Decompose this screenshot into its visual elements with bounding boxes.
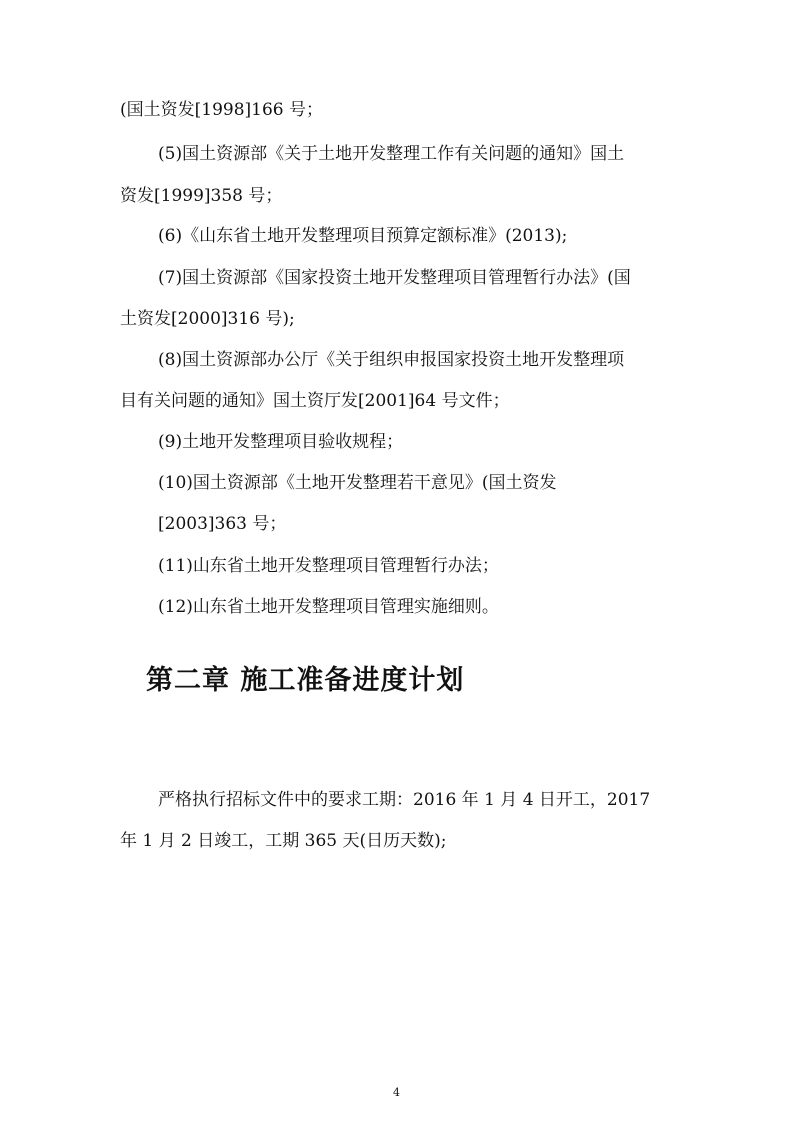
reference-line: (8)国土资源部办公厅《关于组织申报国家投资土地开发整理项	[158, 350, 625, 370]
reference-line: (12)山东省土地开发整理项目管理实施细则。	[158, 597, 499, 617]
reference-line: (11)山东省土地开发整理项目管理暂行办法；	[158, 556, 499, 576]
reference-line: 土资发[2000]316 号);	[120, 309, 295, 329]
reference-line: 目有关问题的通知》国土资厅发[2001]64 号文件；	[120, 391, 510, 411]
reference-line: 资发[1999]358 号；	[120, 186, 283, 206]
schedule-line: 严格执行招标文件中的要求工期：2016 年 1 月 4 日开工，2017	[158, 790, 651, 810]
reference-line: (7)国土资源部《国家投资土地开发整理项目管理暂行办法》(国	[158, 268, 631, 288]
reference-line: (6)《山东省土地开发整理项目预算定额标准》(2013);	[158, 226, 568, 246]
schedule-line: 年 1 月 2 日竣工，工期 365 天(日历天数);	[120, 831, 447, 851]
reference-line: (9)土地开发整理项目验收规程；	[158, 432, 404, 452]
reference-line: (国土资发[1998]166 号；	[120, 100, 324, 120]
reference-line: [2003]363 号；	[158, 514, 287, 534]
reference-line: (5)国土资源部《关于土地开发整理工作有关问题的通知》国土	[158, 144, 625, 164]
reference-line: (10)国土资源部《土地开发整理若干意见》(国土资发	[158, 473, 557, 493]
page-number: 4	[393, 1086, 400, 1099]
chapter-heading: 第二章 施工准备进度计划	[146, 665, 465, 696]
